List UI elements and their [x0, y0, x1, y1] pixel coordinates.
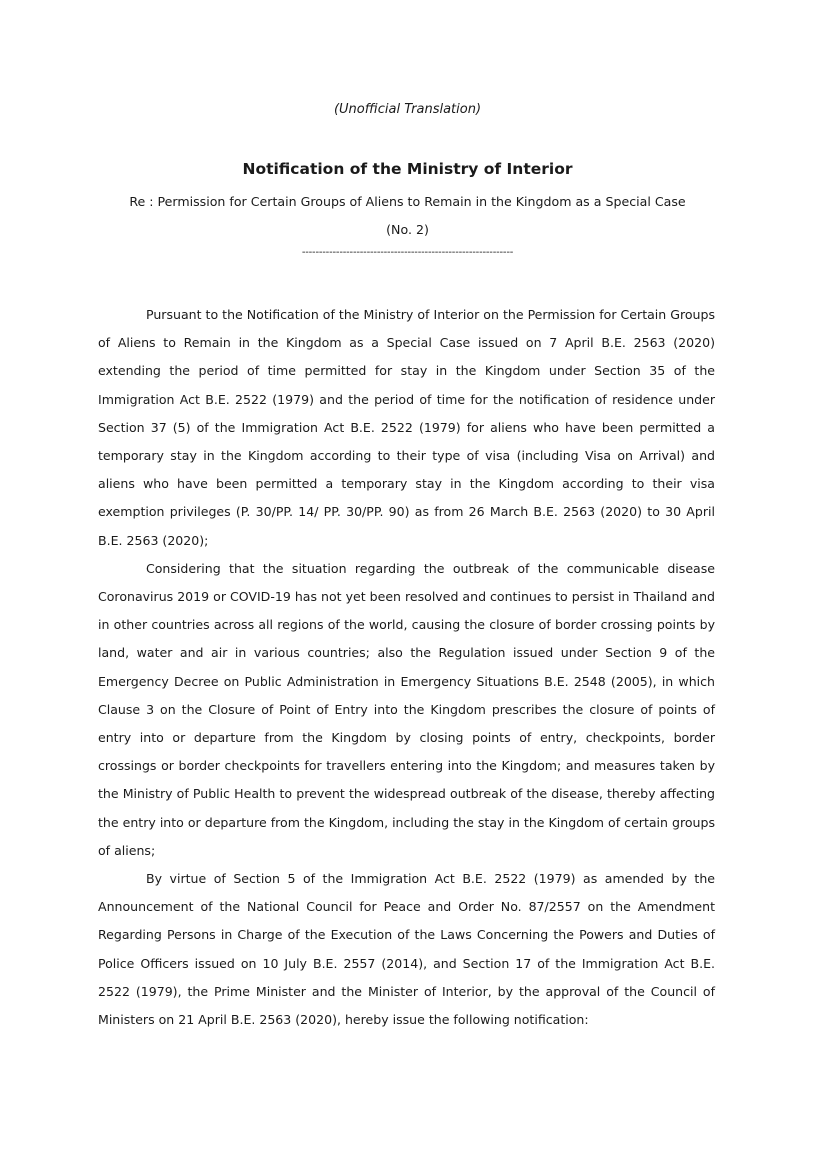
- separator-line: --------------------------------------------------------------: [301, 247, 514, 258]
- translation-note: (Unofficial Translation): [333, 102, 482, 117]
- document-subtitle: Re : Permission for Certain Groups of Aliens to Remain in the Kingdom as a Special Case: [129, 194, 686, 209]
- document-body: [98, 301, 715, 1034]
- paragraph-pursuant: Pursuant to the Notification of the Ministry of Interior on the Permission for Certain Groups of Aliens to Remain in the Kingdom as a Special Case issued on 7 April B.E. 2563 (2020) extending the period of time permitted for stay in the Kingdom under Section 35 of the Immigration Act B.E. 2522 (1979) and the period of time for the notification of residence under Section 37 (5) of the Immigration Act B.E. 2522 (1979) for aliens who have been permitted a temporary stay in the Kingdom according to their type of visa (including Visa on Arrival) and aliens who have been permitted a temporary stay in the Kingdom according to their visa exemption privileges (P. 30/PP. 14/ PP. 30/PP. 90) as from 26 March B.E. 2563 (2020) to 30 April B.E. 2563 (2020);: [98, 307, 715, 548]
- paragraph-considering: Considering that the situation regarding the outbreak of the communicable disease Coronavirus 2019 or COVID-19 has not yet been resolved and continues to persist in Thailand and in other countries across all regions of the world, causing the closure of border crossing points by land, water and air in various countries; also the Regulation issued under Section 9 of the Emergency Decree on Public Administration in Emergency Situations B.E. 2548 (2005), in which Clause 3 on the Closure of Point of Entry into the Kingdom prescribes the closure of points of entry into or departure from the Kingdom by closing points of entry, checkpoints, border crossings or border checkpoints for travellers entering into the Kingdom; and measures taken by the Ministry of Public Health to prevent the widespread outbreak of the disease, thereby affecting the entry into or departure from the Kingdom, including the stay in the Kingdom of certain groups of aliens;: [98, 560, 715, 858]
- document-number: (No. 2): [386, 222, 429, 237]
- document-title: Notification of the Ministry of Interior: [242, 160, 573, 178]
- paragraph-by-virtue: By virtue of Section 5 of the Immigration Act B.E. 2522 (1979) as amended by the Announcement of the National Council for Peace and Order No. 87/2557 on the Amendment Regarding Persons in Charge of the Execution of the Laws Concerning the Powers and Duties of Police Officers issued on 10 July B.E. 2557 (2014), and Section 17 of the Immigration Act B.E. 2522 (1979), the Prime Minister and the Minister of Interior, by the approval of the Council of Ministers on 21 April B.E. 2563 (2020), hereby issue the following notification:: [98, 871, 715, 1028]
